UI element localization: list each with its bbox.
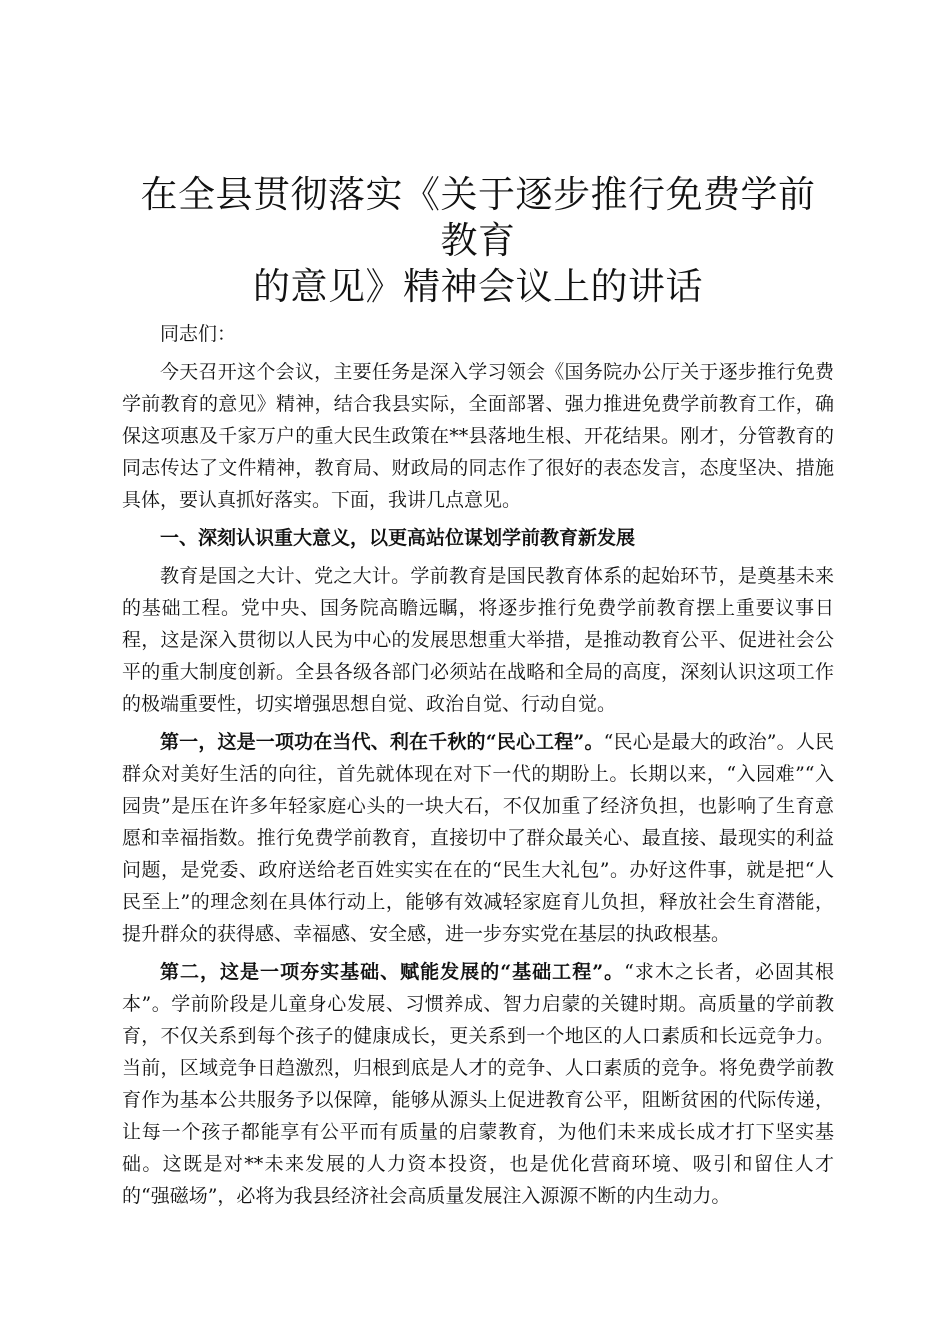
point-1-lead: 第一，这是一项功在当代、利在千秋的“民心工程”。 — [160, 731, 604, 753]
section-1-paragraph: 教育是国之大计、党之大计。学前教育是国民教育体系的起始环节，是奠基未来的基础工程。党中央、国务院高瞻远瞩，将逐步推行免费学前教育摆上重要议事日程，这是深入贯彻以人民为中心的发展思想重大举措，是推动教育公平、促进社会公平的重大制度创新。全县各级各部门必须站在战略和全局的高度，深刻认识这项工作的极端重要性，切实增强思想自觉、政治自觉、行动自觉。 — [122, 565, 834, 715]
point-1-body: “民心是最大的政治”。人民群众对美好生活的向往，首先就体现在对下一代的期盼上。长期以来，“入园难”“入园贵”是压在许多年轻家庭心头的一块大石，不仅加重了经济负担，也影响了生育意愿和幸福指数。推行免费学前教育，直接切中了群众最关心、最直接、最现实的利益问题，是党委、政府送给老百姓实实在在的“民生大礼包”。办好这件事，就是把“人民至上”的理念刻在具体行动上，能够有效减轻家庭育儿负担，释放社会生育潜能，提升群众的获得感、幸福感、安全感，进一步夯实党在基层的执政根基。 — [122, 731, 835, 945]
section-1-heading: 一、深刻认识重大意义，以更高站位谋划学前教育新发展 — [160, 527, 636, 549]
title-line-1: 在全县贯彻落实《关于逐步推行免费学前教育 — [140, 173, 816, 262]
document-title — [122, 172, 834, 310]
point-1-paragraph — [122, 726, 834, 950]
point-2-paragraph — [122, 956, 834, 1212]
greeting: 同志们： — [160, 323, 237, 345]
intro-paragraph: 今天召开这个会议，主要任务是深入学习领会《国务院办公厅关于逐步推行免费学前教育的意见》精神，结合我县实际，全面部署、强力推进免费学前教育工作，确保这项惠及千家万户的重大民生政策在**县落地生根、开花结果。刚才，分管教育的同志传达了文件精神，教育局、财政局的同志作了很好的表态发言，态度坚决、措施具体，要认真抓好落实。下面，我讲几点意见。 — [122, 361, 834, 511]
document-body — [122, 172, 834, 1212]
title-line-2: 的意见》精神会议上的讲话 — [253, 265, 703, 308]
point-2-body: “求木之长者，必固其根本”。学前阶段是儿童身心发展、习惯养成、智力启蒙的关键时期。高质量的学前教育，不仅关系到每个孩子的健康成长，更关系到一个地区的人口素质和长远竞争力。当前，区域竞争日趋激烈，归根到底是人才的竞争、人口素质的竞争。将免费学前教育作为基本公共服务予以保障，能够从源头上促进教育公平，阻断贫困的代际传递，让每一个孩子都能享有公平而有质量的启蒙教育，为他们未来成长成才打下坚实基础。这既是对**未来发展的人力资本投资，也是优化营商环境、吸引和留住人才的“强磁场”，必将为我县经济社会高质量发展注入源源不断的内生动力。 — [122, 961, 835, 1207]
point-2-lead: 第二，这是一项夯实基础、赋能发展的“基础工程”。 — [160, 961, 625, 983]
